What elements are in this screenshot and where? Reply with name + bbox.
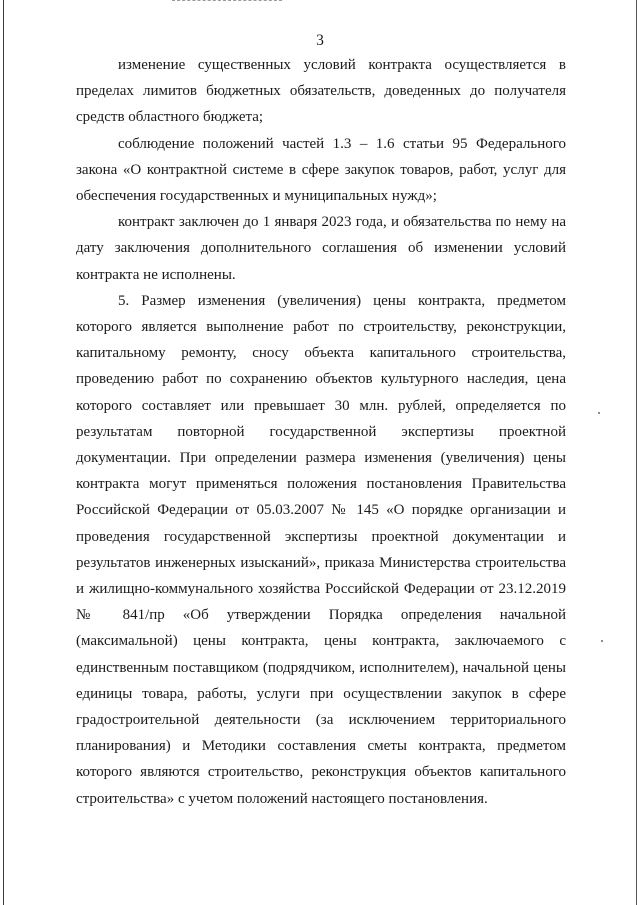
scan-mark-top [172,0,282,2]
page-number: 3 [316,32,324,49]
scan-edge-left [3,0,4,905]
document-body [76,52,566,812]
scan-edge-right [636,0,637,905]
scan-speck [601,640,603,642]
paragraph-law-compliance: соблюдение положений частей 1.3 – 1.6 статьи 95 Федерального закона «О контрактной системе в сфере закупок товаров, работ, услуг для обеспечения государственных и муниципальных нужд»; [76,135,566,205]
paragraph-budget-limits: изменение существенных условий контракта осуществляется в пределах лимитов бюджетных обязательств, доведенных до получателя средств областного бюджета; [76,57,566,126]
paragraph-contract-date: контракт заключен до 1 января 2023 года, и обязательства по нему на дату заключения дополнительного соглашения об изменении условий контракта не исполнены. [76,214,566,283]
paragraph-price-change: 5. Размер изменения (увеличения) цены контракта, предметом которого является выполнение работ по строительству, реконструкции, капитальному ремонту, сносу объекта капитального строительства, проведению работ по сохранению объектов культурного наследия, цена которого составляет или превышает 30 млн. рублей, определяется по результатам повторной государственной экспертизы проектной документации. При определении размера изменения (увеличения) цены контракта могут применяться положения постановления Правительства Российской Федерации от 05.03.2007 № 145 «О порядке организации и проведения государственной экспертизы проектной документации и результатов инженерных изысканий», приказа Министерства строительства и жилищно-коммунального хозяйства Российской Федерации от 23.12.2019 № 841/пр «Об утверждении Порядка определения начальной (максимальной) цены контракта, цены контракта, заключаемого с единственным поставщиком (подрядчиком, исполнителем), начальной цены единицы товара, работы, услуги при осуществлении закупок в сфере градостроительной деятельности (за исключением территориального планирования) и Методики составления сметы контракта, предметом которого являются строительство, реконструкция объектов капитального строительства» с учетом положений настоящего постановления. [76,292,566,807]
scan-speck [598,412,600,414]
